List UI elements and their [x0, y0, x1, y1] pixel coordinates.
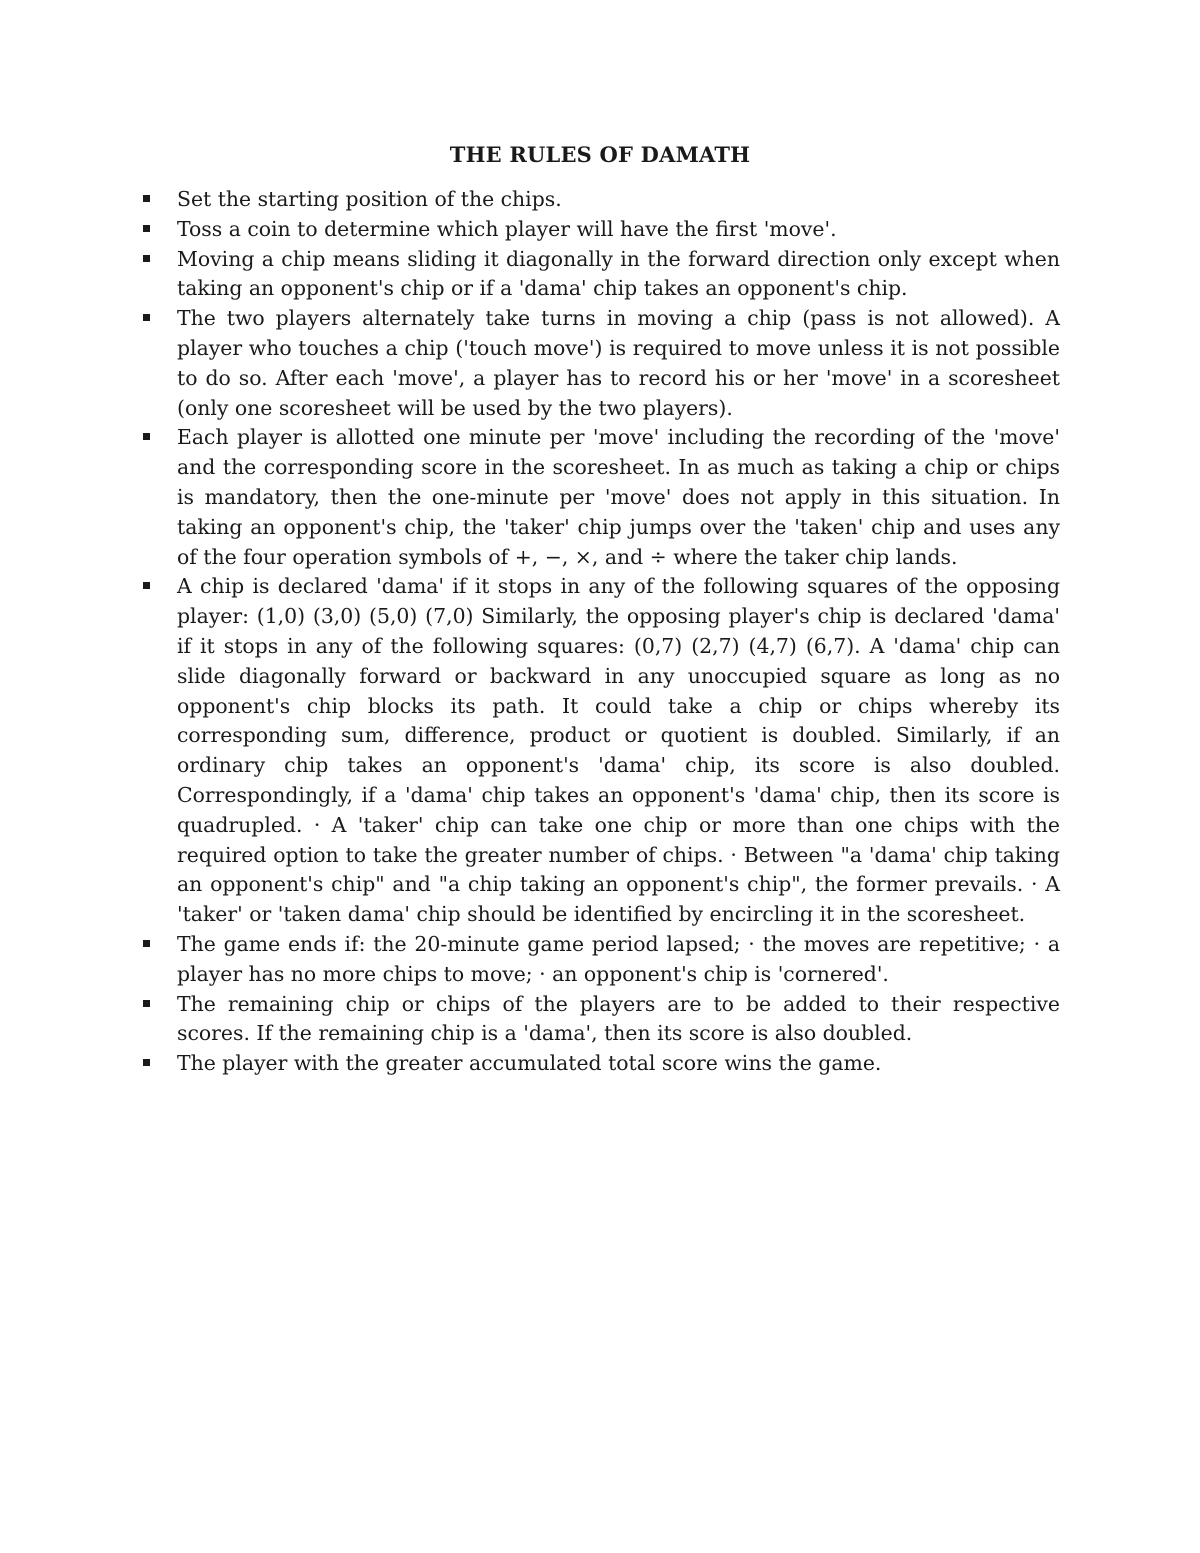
rule-text: The player with the greater accumulated total score wins the game.: [177, 1051, 882, 1076]
bullet-icon: [143, 225, 150, 232]
rule-item: [140, 990, 1060, 1050]
bullet-icon: [143, 1000, 150, 1007]
bullet-icon: [143, 1059, 150, 1066]
rule-item: [140, 304, 1060, 423]
rule-item: [140, 245, 1060, 305]
bullet-icon: [143, 255, 150, 262]
rule-text: The two players alternately take turns in moving a chip (pass is not allowed). A player who touches a chip ('touch move') is required to move unless it is not possible to do so. After each 'move', a player has to record his or her 'move' in a scoresheet (only one scoresheet will be used by the two players).: [177, 306, 1060, 420]
rule-text: A chip is declared 'dama' if it stops in any of the following squares of the opposing player: (1,0) (3,0) (5,0) (7,0) Similarly, the opposing player's chip is declared 'dama' if it stops in any of the following squares: (0,7) (2,7) (4,7) (6,7). A 'dama' chip can slide diagonally forward or backward in any unoccupied square as long as no opponent's chip blocks its path. It could take a chip or chips whereby its corresponding sum, difference, product or quotient is doubled. Similarly, if an ordinary chip takes an opponent's 'dama' chip, its score is also doubled. Correspondingly, if a 'dama' chip takes an opponent's 'dama' chip, then its score is quadrupled. · A 'taker' chip can take one chip or more than one chips with the required option to take the greater number of chips. · Between "a 'dama' chip taking an opponent's chip" and "a chip taking an opponent's chip", the former prevails. · A 'taker' or 'taken dama' chip should be identified by encircling it in the scoresheet.: [177, 574, 1060, 927]
rule-item: [140, 572, 1060, 930]
rule-item: [140, 930, 1060, 990]
rule-text: Moving a chip means sliding it diagonally in the forward direction only except when taking an opponent's chip or if a 'dama' chip takes an opponent's chip.: [177, 246, 1060, 301]
rule-item: [140, 423, 1060, 572]
rule-item: [140, 1049, 1060, 1079]
rule-item: [140, 185, 1060, 215]
bullet-icon: [143, 582, 150, 589]
rule-text: The game ends if: the 20-minute game period lapsed; · the moves are repetitive; · a player has no more chips to move; · an opponent's chip is 'cornered'.: [177, 931, 1060, 986]
bullet-icon: [143, 940, 150, 947]
bullet-icon: [143, 433, 150, 440]
bullet-icon: [143, 195, 150, 202]
bullet-icon: [143, 314, 150, 321]
document-title: THE RULES OF DAMATH: [449, 142, 751, 167]
rules-list: [140, 185, 1060, 1079]
rule-text: Each player is allotted one minute per 'move' including the recording of the 'move' and the corresponding score in the scoresheet. In as much as taking a chip or chips is mandatory, then the one-minute per 'move' does not apply in this situation. In taking an opponent's chip, the 'taker' chip jumps over the 'taken' chip and uses any of the four operation symbols of +, −, ×, and ÷ where the taker chip lands.: [177, 425, 1060, 569]
rule-text: Toss a coin to determine which player will have the first 'move'.: [177, 216, 837, 241]
rule-text: Set the starting position of the chips.: [177, 187, 562, 211]
rule-text: The remaining chip or chips of the players are to be added to their respective scores. If the remaining chip is a 'dama', then its score is also doubled.: [177, 991, 1060, 1046]
rule-item: [140, 215, 1060, 245]
